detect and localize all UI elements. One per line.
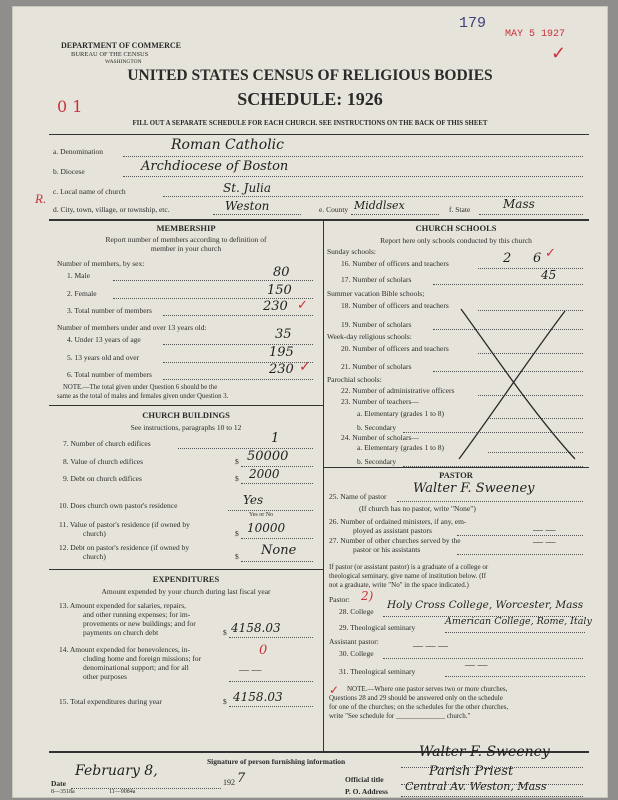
- q7-value: 1: [271, 431, 280, 446]
- dollar-sign: $: [235, 457, 239, 466]
- form-code-2: 11—9084a: [109, 789, 136, 795]
- parochial-label: Parochial schools:: [327, 375, 382, 384]
- date-label: Date: [51, 779, 66, 788]
- dollar-sign: $: [223, 628, 227, 637]
- date-year-prefix: 192: [223, 778, 235, 787]
- expenditures-heading: EXPENDITURES: [152, 574, 220, 584]
- q11-value: 10000: [247, 521, 286, 535]
- date-value: February 8,: [75, 763, 158, 779]
- q10-value: Yes: [243, 493, 264, 507]
- schedule-title: SCHEDULE: 1926: [237, 89, 383, 109]
- q9-value: 2000: [249, 467, 280, 481]
- q26-label-1: 26. Number of ordained ministers, if any, em-: [329, 517, 467, 526]
- pastor-sub-label: Pastor:: [329, 595, 350, 604]
- q8-label: 8. Value of church edifices: [63, 457, 144, 466]
- dollar-sign: $: [223, 697, 227, 706]
- signature-value: Walter F. Sweeney: [419, 744, 550, 760]
- pastor-note-4: write "See schedule for ______________ church.": [329, 712, 471, 720]
- membership-note-1: NOTE.—The total given under Question 6 should be the: [63, 384, 218, 391]
- diocese-label: b. Diocese: [53, 167, 85, 176]
- q2-value: 150: [267, 283, 292, 298]
- yes-no-hint: Yes or No: [249, 512, 274, 518]
- city-label: d. City, town, village, or township, etc.: [53, 205, 170, 214]
- date-year-digit: 7: [237, 771, 246, 786]
- q29-value: American College, Rome, Italy: [445, 616, 592, 627]
- q15-label: 15. Total expenditures during year: [59, 697, 162, 706]
- weekday-label: Week-day religious schools:: [327, 332, 412, 341]
- membership-intro-1: Report number of members according to definition of: [105, 235, 267, 244]
- pastor-note-2: Questions 28 and 29 should be answered only on the schedule: [329, 694, 503, 702]
- dash-mark: — —: [239, 665, 262, 676]
- official-title-value: Parish Priest: [429, 764, 514, 779]
- pastor-note-3: for one of the churches; on the schedules for the other churches,: [329, 703, 509, 711]
- check-mark-icon: ✓: [297, 297, 308, 312]
- q27-label-1: 27. Number of other churches served by the: [329, 536, 461, 545]
- q14-label-1: 14. Amount expended for benevolences, in-: [59, 645, 191, 654]
- buildings-heading: CHURCH BUILDINGS: [142, 410, 230, 420]
- q12-value: None: [261, 543, 297, 558]
- q28-label: 28. College: [339, 607, 374, 616]
- buildings-sub: See instructions, paragraphs 10 to 12: [130, 423, 242, 432]
- q18-label: 18. Number of officers and teachers: [341, 301, 449, 310]
- schools-heading: CHURCH SCHOOLS: [415, 223, 497, 233]
- q23-label: 23. Number of teachers—: [341, 397, 419, 406]
- q24a-label: a. Elementary (grades 1 to 8): [357, 443, 445, 452]
- membership-intro-2: member in your church: [150, 244, 222, 253]
- q14-label-3: denominational support; and for all: [83, 663, 189, 672]
- county-label: e. County: [319, 205, 349, 214]
- schedule-number: 179: [459, 15, 487, 32]
- q22-label: 22. Number of administrative officers: [341, 386, 455, 395]
- q13-value: 4158.03: [231, 621, 281, 635]
- handwritten-two: 2): [361, 589, 374, 603]
- dollar-sign: $: [235, 474, 239, 483]
- city-value: Weston: [225, 199, 270, 213]
- q16-value-2: 6: [533, 251, 542, 266]
- cross-out-mark: [453, 303, 583, 465]
- q6-value: 230: [269, 362, 294, 377]
- dash-mark: — —: [465, 660, 488, 671]
- state-value: Mass: [503, 197, 535, 211]
- diocese-value: Archdiocese of Boston: [141, 159, 289, 174]
- q21-label: 21. Number of scholars: [341, 362, 412, 371]
- grad-note-3: not a graduate, write "No" in the space indicated.): [329, 581, 469, 589]
- assistant-sub-label: Assistant pastor:: [329, 637, 379, 646]
- q20-label: 20. Number of officers and teachers: [341, 344, 449, 353]
- q5-value: 195: [269, 345, 294, 360]
- dash-mark: — —: [533, 537, 556, 548]
- denomination-label: a. Denomination: [53, 147, 103, 156]
- q1-value: 80: [273, 265, 290, 280]
- local-name-label: c. Local name of church: [53, 187, 126, 196]
- denomination-value: Roman Catholic: [171, 137, 284, 153]
- signature-label: Signature of person furnishing information: [207, 757, 346, 766]
- q25-label: 25. Name of pastor: [329, 492, 387, 501]
- q4-label: 4. Under 13 years of age: [67, 335, 141, 344]
- q2-label: 2. Female: [67, 289, 97, 298]
- q16-label: 16. Number of officers and teachers: [341, 259, 449, 268]
- pastor-heading: PASTOR: [439, 470, 473, 480]
- instructions-line: FILL OUT A SEPARATE SCHEDULE FOR EACH CHURCH. SEE INSTRUCTIONS ON THE BACK OF THIS SHEET: [132, 120, 488, 127]
- state-label: f. State: [449, 205, 471, 214]
- q6-label: 6. Total number of members: [67, 370, 152, 379]
- q24-label: 24. Number of scholars—: [341, 433, 419, 442]
- q15-value: 4158.03: [233, 690, 283, 704]
- q25-value: Walter F. Sweeney: [413, 481, 535, 496]
- q14-value: 0: [259, 643, 268, 658]
- q12-label-1: 12. Debt on pastor's residence (if owned by: [59, 543, 190, 552]
- official-title-label: Official title: [345, 775, 384, 784]
- q1-label: 1. Male: [67, 271, 90, 280]
- county-value: Middlsex: [354, 199, 405, 212]
- po-address-value: Central Av. Weston, Mass: [405, 780, 547, 793]
- membership-note-2: same as the total of males and females given under Question 3.: [57, 393, 229, 400]
- q14-label-2: cluding home and foreign missions; for: [83, 654, 202, 663]
- expenditures-sub: Amount expended by your church during last fiscal year: [101, 587, 271, 596]
- dollar-sign: $: [235, 529, 239, 538]
- city-heading: WASHINGTON: [105, 59, 142, 65]
- bureau-heading: BUREAU OF THE CENSUS: [71, 51, 149, 58]
- q14-label-4: other purposes: [83, 672, 127, 681]
- check-mark-icon: ✓: [551, 43, 567, 63]
- q30-label: 30. College: [339, 649, 374, 658]
- schools-intro: Report here only schools conducted by this church: [380, 236, 532, 245]
- grad-note-1: If pastor (or assistant pastor) is a graduate of a college or: [329, 563, 489, 571]
- check-mark-icon: ✓: [545, 245, 556, 260]
- q11-label-2: church): [83, 529, 106, 538]
- q11-label-1: 11. Value of pastor's residence (if owned by: [59, 520, 190, 529]
- check-mark-icon: ✓: [299, 360, 311, 375]
- q29-label: 29. Theological seminary: [339, 623, 416, 632]
- q13-label-2: and other running expenses; for im-: [83, 610, 191, 619]
- grad-note-2: theological seminary, give name of institution below. (If: [329, 572, 487, 580]
- po-address-label: P. O. Address: [345, 787, 388, 796]
- membership-heading: MEMBERSHIP: [156, 223, 216, 233]
- q17-label: 17. Number of scholars: [341, 275, 412, 284]
- q4-value: 35: [275, 327, 292, 342]
- handwritten-r-mark: R.: [35, 191, 47, 206]
- q28-value: Holy Cross College, Worcester, Mass: [387, 599, 584, 611]
- q26-label-2: ployed as assistant pastors: [353, 526, 432, 535]
- census-schedule-document: [12, 6, 608, 798]
- pastor-note-1: NOTE.—Where one pastor serves two or more churches,: [347, 685, 508, 693]
- q7-label: 7. Number of church edifices: [63, 439, 151, 448]
- q8-value: 50000: [247, 449, 289, 464]
- summer-label: Summer vacation Bible schools;: [327, 289, 425, 298]
- q3-value: 230: [263, 299, 288, 314]
- q24b-label: b. Secondary: [357, 457, 397, 466]
- q23b-label: b. Secondary: [357, 423, 397, 432]
- q16-value-1: 2: [503, 251, 512, 266]
- q13-label-3: provements or new buildings; and for: [83, 619, 196, 628]
- document-title: UNITED STATES CENSUS OF RELIGIOUS BODIES: [127, 67, 493, 84]
- form-code: 8—3518a: [51, 789, 75, 795]
- q23a-label: a. Elementary (grades 1 to 8): [357, 409, 445, 418]
- local-name-value: St. Julia: [223, 181, 272, 195]
- q31-label: 31. Theological seminary: [339, 667, 416, 676]
- q13-label-1: 13. Amount expended for salaries, repairs,: [59, 601, 187, 610]
- q17-value: 45: [541, 268, 557, 282]
- q27-label-2: pastor or his assistants: [353, 545, 421, 554]
- department-heading: DEPARTMENT OF COMMERCE: [61, 41, 182, 50]
- q3-label: 3. Total number of members: [67, 306, 152, 315]
- by-sex-label: Number of members, by sex:: [57, 259, 145, 268]
- received-stamp: MAY 5 1927: [505, 29, 566, 40]
- q19-label: 19. Number of scholars: [341, 320, 412, 329]
- q25-note: (If church has no pastor, write "None"): [359, 504, 476, 513]
- q9-label: 9. Debt on church edifices: [63, 474, 142, 483]
- sunday-label: Sunday schools:: [327, 247, 376, 256]
- dash-mark: — — —: [413, 641, 448, 652]
- check-mark-icon: ✓: [329, 683, 340, 697]
- dash-mark: — —: [533, 525, 556, 536]
- handwritten-mark: 0 1: [57, 97, 83, 116]
- q12-label-2: church): [83, 552, 106, 561]
- q5-label: 5. 13 years old and over: [67, 353, 140, 362]
- age-heading: Number of members under and over 13 years old:: [57, 323, 207, 332]
- q13-label-4: payments on church debt: [83, 628, 159, 637]
- q10-label: 10. Does church own pastor's residence: [59, 501, 178, 510]
- dollar-sign: $: [235, 552, 239, 561]
